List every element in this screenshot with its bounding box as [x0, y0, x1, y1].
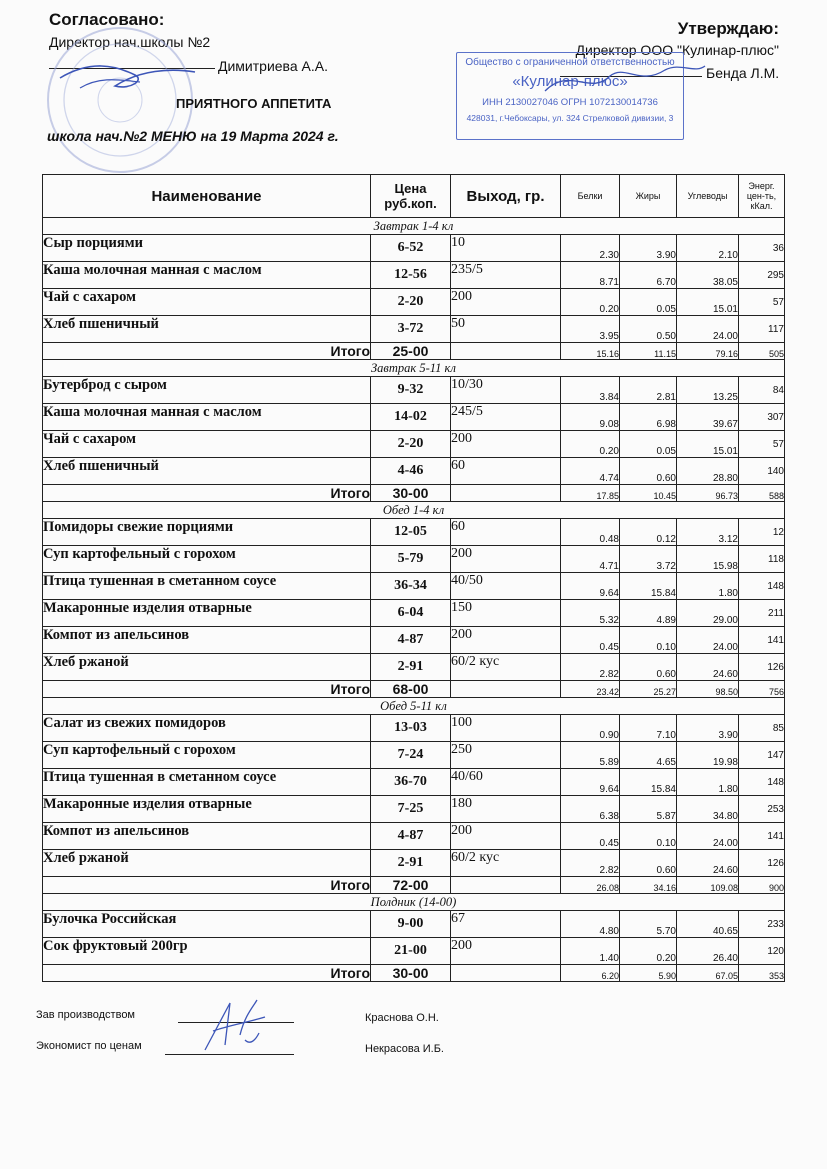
col-name: Наименование: [43, 175, 371, 218]
total-carbs: 109.08: [677, 877, 739, 894]
dish-fat: 0.60: [620, 458, 677, 485]
dish-protein: 0.20: [561, 289, 620, 316]
dish-price: 12-56: [371, 262, 451, 289]
dish-fat: 6.70: [620, 262, 677, 289]
dish-yield: 67: [451, 911, 561, 938]
dish-name: Макаронные изделия отварные: [43, 600, 371, 627]
total-label: Итого: [43, 681, 371, 698]
table-row: [43, 519, 785, 546]
total-carbs: 79.16: [677, 343, 739, 360]
table-row: [43, 627, 785, 654]
dish-kcal: 141: [739, 823, 785, 850]
table-row: [43, 289, 785, 316]
dish-price: 4-46: [371, 458, 451, 485]
dish-carbs: 1.80: [677, 769, 739, 796]
total-yield: [451, 965, 561, 982]
table-row: [43, 742, 785, 769]
dish-price: 6-52: [371, 235, 451, 262]
total-fat: 34.16: [620, 877, 677, 894]
col-energy: Энерг. цен-ть, кКал.: [739, 175, 785, 218]
total-protein: 15.16: [561, 343, 620, 360]
dish-carbs: 39.67: [677, 404, 739, 431]
dish-name: Хлеб пшеничный: [43, 458, 371, 485]
total-carbs: 96.73: [677, 485, 739, 502]
dish-fat: 5.70: [620, 911, 677, 938]
dish-carbs: 24.00: [677, 316, 739, 343]
total-kcal: 900: [739, 877, 785, 894]
section-row: [43, 698, 785, 715]
table-row: [43, 316, 785, 343]
dish-name: Хлеб ржаной: [43, 654, 371, 681]
table-row: [43, 850, 785, 877]
dish-name: Чай с сахаром: [43, 431, 371, 458]
dish-kcal: 85: [739, 715, 785, 742]
dish-fat: 0.05: [620, 431, 677, 458]
table-header-row: [43, 175, 785, 218]
total-price: 30-00: [371, 965, 451, 982]
dish-kcal: 141: [739, 627, 785, 654]
table-row: [43, 404, 785, 431]
dish-yield: 200: [451, 289, 561, 316]
dish-carbs: 24.60: [677, 850, 739, 877]
dish-protein: 4.80: [561, 911, 620, 938]
director-signature: [540, 56, 710, 106]
table-row: [43, 796, 785, 823]
dish-kcal: 126: [739, 654, 785, 681]
dish-name: Сыр порциями: [43, 235, 371, 262]
approve-role: Директор ООО "Кулинар-плюс": [575, 42, 779, 58]
dish-yield: 200: [451, 938, 561, 965]
dish-carbs: 26.40: [677, 938, 739, 965]
dish-protein: 2.30: [561, 235, 620, 262]
section-title: Завтрак 5-11 кл: [43, 360, 785, 377]
table-row: [43, 938, 785, 965]
dish-fat: 2.81: [620, 377, 677, 404]
dish-price: 2-20: [371, 289, 451, 316]
dish-carbs: 40.65: [677, 911, 739, 938]
total-yield: [451, 681, 561, 698]
dish-carbs: 34.80: [677, 796, 739, 823]
dish-kcal: 126: [739, 850, 785, 877]
table-row: [43, 458, 785, 485]
section-title: Обед 5-11 кл: [43, 698, 785, 715]
dish-fat: 15.84: [620, 769, 677, 796]
total-label: Итого: [43, 343, 371, 360]
dish-protein: 0.48: [561, 519, 620, 546]
dish-carbs: 13.25: [677, 377, 739, 404]
dish-fat: 0.50: [620, 316, 677, 343]
total-price: 30-00: [371, 485, 451, 502]
total-label: Итого: [43, 877, 371, 894]
dish-yield: 250: [451, 742, 561, 769]
total-carbs: 67.05: [677, 965, 739, 982]
dish-carbs: 24.00: [677, 627, 739, 654]
dish-fat: 3.90: [620, 235, 677, 262]
dish-price: 4-87: [371, 627, 451, 654]
dish-fat: 0.20: [620, 938, 677, 965]
col-yield: Выход, гр.: [451, 175, 561, 218]
dish-price: 3-72: [371, 316, 451, 343]
stamp-line-1: Общество с ограниченной ответственностью: [465, 57, 675, 68]
dish-protein: 8.71: [561, 262, 620, 289]
stamp-inn-ogrn: ИНН 2130027046 ОГРН 1072130014736: [482, 97, 658, 108]
menu-title: школа нач.№2 МЕНЮ на 19 Марта 2024 г.: [47, 128, 339, 144]
approved-name: Димитриева А.А.: [218, 58, 328, 74]
table-row: [43, 377, 785, 404]
dish-yield: 200: [451, 546, 561, 573]
table-row: [43, 823, 785, 850]
dish-fat: 15.84: [620, 573, 677, 600]
dish-fat: 3.72: [620, 546, 677, 573]
dish-kcal: 211: [739, 600, 785, 627]
section-row: [43, 894, 785, 911]
col-protein: Белки: [561, 175, 620, 218]
dish-carbs: 15.01: [677, 431, 739, 458]
dish-yield: 100: [451, 715, 561, 742]
dish-carbs: 19.98: [677, 742, 739, 769]
total-label: Итого: [43, 965, 371, 982]
total-price: 68-00: [371, 681, 451, 698]
dish-price: 5-79: [371, 546, 451, 573]
dish-carbs: 24.00: [677, 823, 739, 850]
dish-name: Суп картофельный с горохом: [43, 742, 371, 769]
dish-name: Суп картофельный с горохом: [43, 546, 371, 573]
dish-kcal: 36: [739, 235, 785, 262]
dish-name: Птица тушенная в сметанном соусе: [43, 573, 371, 600]
dish-name: Птица тушенная в сметанном соусе: [43, 769, 371, 796]
dish-name: Каша молочная манная с маслом: [43, 262, 371, 289]
dish-yield: 150: [451, 600, 561, 627]
dish-price: 7-25: [371, 796, 451, 823]
dish-protein: 0.90: [561, 715, 620, 742]
dish-kcal: 233: [739, 911, 785, 938]
stamp-company-name: «Кулинар-плюс»: [512, 73, 628, 90]
table-row: [43, 235, 785, 262]
dish-protein: 4.74: [561, 458, 620, 485]
dish-name: Хлеб ржаной: [43, 850, 371, 877]
dish-name: Булочка Российская: [43, 911, 371, 938]
total-label: Итого: [43, 485, 371, 502]
dish-fat: 0.10: [620, 627, 677, 654]
dish-protein: 5.89: [561, 742, 620, 769]
dish-fat: 4.65: [620, 742, 677, 769]
dish-fat: 7.10: [620, 715, 677, 742]
dish-kcal: 57: [739, 289, 785, 316]
dish-yield: 40/50: [451, 573, 561, 600]
dish-kcal: 57: [739, 431, 785, 458]
dish-carbs: 29.00: [677, 600, 739, 627]
dish-price: 9-32: [371, 377, 451, 404]
dish-price: 14-02: [371, 404, 451, 431]
dish-yield: 10: [451, 235, 561, 262]
dish-carbs: 2.10: [677, 235, 739, 262]
section-title: Завтрак 1-4 кл: [43, 218, 785, 235]
dish-yield: 60: [451, 519, 561, 546]
dish-name: Чай с сахаром: [43, 289, 371, 316]
dish-yield: 180: [451, 796, 561, 823]
dish-carbs: 28.80: [677, 458, 739, 485]
dish-protein: 9.08: [561, 404, 620, 431]
dish-kcal: 253: [739, 796, 785, 823]
dish-name: Помидоры свежие порциями: [43, 519, 371, 546]
dish-price: 7-24: [371, 742, 451, 769]
total-fat: 10.45: [620, 485, 677, 502]
dish-protein: 0.45: [561, 823, 620, 850]
dish-kcal: 148: [739, 769, 785, 796]
total-kcal: 505: [739, 343, 785, 360]
dish-price: 13-03: [371, 715, 451, 742]
total-kcal: 353: [739, 965, 785, 982]
dish-kcal: 140: [739, 458, 785, 485]
menu-table: [42, 174, 785, 982]
total-fat: 25.27: [620, 681, 677, 698]
col-fat: Жиры: [620, 175, 677, 218]
dish-name: Бутерброд с сыром: [43, 377, 371, 404]
dish-kcal: 12: [739, 519, 785, 546]
dish-fat: 4.89: [620, 600, 677, 627]
dish-yield: 40/60: [451, 769, 561, 796]
dish-price: 2-91: [371, 654, 451, 681]
total-price: 25-00: [371, 343, 451, 360]
dish-fat: 0.05: [620, 289, 677, 316]
dish-name: Каша молочная манная с маслом: [43, 404, 371, 431]
dish-fat: 5.87: [620, 796, 677, 823]
greeting: ПРИЯТНОГО АППЕТИТА: [176, 96, 332, 111]
footer-role-2: Экономист по ценам: [36, 1040, 142, 1052]
dish-price: 12-05: [371, 519, 451, 546]
dish-yield: 200: [451, 627, 561, 654]
table-row: [43, 573, 785, 600]
dish-kcal: 148: [739, 573, 785, 600]
col-carbs: Углеводы: [677, 175, 739, 218]
total-protein: 6.20: [561, 965, 620, 982]
dish-kcal: 117: [739, 316, 785, 343]
table-row: [43, 600, 785, 627]
dish-fat: 0.12: [620, 519, 677, 546]
dish-yield: 60/2 кус: [451, 654, 561, 681]
table-row: [43, 911, 785, 938]
dish-yield: 235/5: [451, 262, 561, 289]
dish-kcal: 118: [739, 546, 785, 573]
dish-protein: 0.45: [561, 627, 620, 654]
total-fat: 5.90: [620, 965, 677, 982]
dish-kcal: 295: [739, 262, 785, 289]
dish-yield: 60/2 кус: [451, 850, 561, 877]
approve-name: Бенда Л.М.: [706, 65, 780, 81]
total-yield: [451, 877, 561, 894]
dish-yield: 245/5: [451, 404, 561, 431]
table-row: [43, 715, 785, 742]
dish-kcal: 84: [739, 377, 785, 404]
dish-protein: 5.32: [561, 600, 620, 627]
dish-carbs: 24.60: [677, 654, 739, 681]
dish-carbs: 3.12: [677, 519, 739, 546]
total-yield: [451, 485, 561, 502]
dish-yield: 200: [451, 431, 561, 458]
dish-protein: 6.38: [561, 796, 620, 823]
dish-name: Компот из апельсинов: [43, 627, 371, 654]
dish-fat: 0.60: [620, 654, 677, 681]
dish-name: Макаронные изделия отварные: [43, 796, 371, 823]
dish-price: 4-87: [371, 823, 451, 850]
dish-protein: 0.20: [561, 431, 620, 458]
dish-name: Салат из свежих помидоров: [43, 715, 371, 742]
dish-fat: 0.10: [620, 823, 677, 850]
table-row: [43, 262, 785, 289]
dish-name: Хлеб пшеничный: [43, 316, 371, 343]
section-row: [43, 218, 785, 235]
dish-yield: 50: [451, 316, 561, 343]
table-row: [43, 654, 785, 681]
dish-yield: 10/30: [451, 377, 561, 404]
total-price: 72-00: [371, 877, 451, 894]
total-row: [43, 965, 785, 982]
dish-protein: 9.64: [561, 769, 620, 796]
total-kcal: 756: [739, 681, 785, 698]
dish-protein: 2.82: [561, 654, 620, 681]
dish-yield: 200: [451, 823, 561, 850]
dish-fat: 0.60: [620, 850, 677, 877]
total-row: [43, 343, 785, 360]
dish-carbs: 15.01: [677, 289, 739, 316]
dish-price: 2-20: [371, 431, 451, 458]
dish-fat: 6.98: [620, 404, 677, 431]
dish-carbs: 38.05: [677, 262, 739, 289]
dish-carbs: 1.80: [677, 573, 739, 600]
production-signature: [185, 995, 275, 1060]
table-row: [43, 769, 785, 796]
total-carbs: 98.50: [677, 681, 739, 698]
dish-name: Сок фруктовый 200гр: [43, 938, 371, 965]
section-title: Полдник (14-00): [43, 894, 785, 911]
dish-name: Компот из апельсинов: [43, 823, 371, 850]
dish-price: 9-00: [371, 911, 451, 938]
approved-role: Директор нач.школы №2: [49, 34, 211, 50]
dish-price: 36-34: [371, 573, 451, 600]
footer-name-2: Некрасова И.Б.: [365, 1043, 444, 1055]
total-fat: 11.15: [620, 343, 677, 360]
total-kcal: 588: [739, 485, 785, 502]
dish-protein: 3.95: [561, 316, 620, 343]
total-yield: [451, 343, 561, 360]
total-row: [43, 681, 785, 698]
table-row: [43, 431, 785, 458]
dish-kcal: 147: [739, 742, 785, 769]
dish-carbs: 15.98: [677, 546, 739, 573]
dish-price: 2-91: [371, 850, 451, 877]
dish-price: 21-00: [371, 938, 451, 965]
stamp-address: 428031, г.Чебоксары, ул. 324 Стрелковой дивизии, 3: [466, 113, 674, 123]
table-row: [43, 546, 785, 573]
total-protein: 26.08: [561, 877, 620, 894]
total-row: [43, 877, 785, 894]
approved-title: Согласовано:: [49, 10, 165, 29]
section-row: [43, 502, 785, 519]
dish-protein: 3.84: [561, 377, 620, 404]
menu-body: [43, 218, 785, 982]
section-row: [43, 360, 785, 377]
total-row: [43, 485, 785, 502]
total-protein: 23.42: [561, 681, 620, 698]
dish-kcal: 120: [739, 938, 785, 965]
dish-carbs: 3.90: [677, 715, 739, 742]
dish-protein: 4.71: [561, 546, 620, 573]
dish-protein: 2.82: [561, 850, 620, 877]
dish-protein: 9.64: [561, 573, 620, 600]
section-title: Обед 1-4 кл: [43, 502, 785, 519]
dish-price: 6-04: [371, 600, 451, 627]
dish-yield: 60: [451, 458, 561, 485]
footer-name-1: Краснова О.Н.: [365, 1012, 439, 1024]
approve-title: Утверждаю:: [677, 19, 779, 38]
total-protein: 17.85: [561, 485, 620, 502]
dish-protein: 1.40: [561, 938, 620, 965]
footer-role-1: Зав производством: [36, 1009, 135, 1021]
col-price: Цена руб.коп.: [371, 175, 451, 218]
dish-kcal: 307: [739, 404, 785, 431]
dish-price: 36-70: [371, 769, 451, 796]
